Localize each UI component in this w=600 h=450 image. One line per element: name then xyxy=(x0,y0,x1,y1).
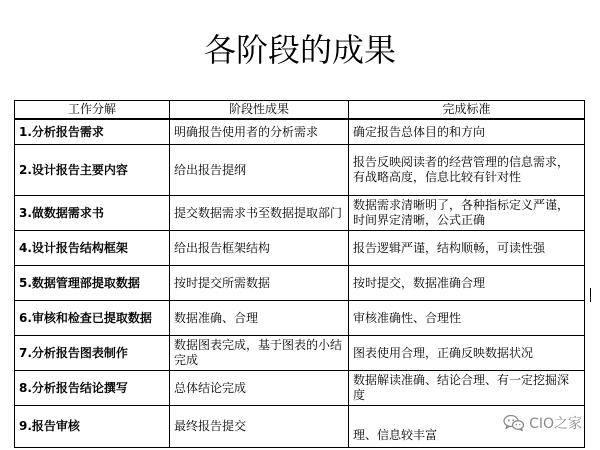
header-completion-standard: 完成标准 xyxy=(349,101,585,120)
stage-result-cell: 数据准确、合理 xyxy=(170,301,349,336)
results-table xyxy=(14,100,585,448)
task-cell: 1.分析报告需求 xyxy=(15,119,170,145)
task-cell: 3.做数据需求书 xyxy=(15,196,170,231)
table-row xyxy=(15,336,585,371)
task-cell: 7.分析报告图表制作 xyxy=(15,336,170,371)
table-row xyxy=(15,196,585,231)
task-cell: 6.审核和检查已提取数据 xyxy=(15,301,170,336)
task-cell: 9.报告审核 xyxy=(15,406,170,448)
stage-result-cell: 最终报告提交 xyxy=(170,406,349,448)
standard-cell: 报告逻辑严谨，结构顺畅，可读性强 xyxy=(349,231,585,266)
task-cell: 5.数据管理部提取数据 xyxy=(15,266,170,301)
header-task: 工作分解 xyxy=(15,101,170,120)
stage-result-cell: 数据图表完成，基于图表的小结完成 xyxy=(170,336,349,371)
scroll-marker xyxy=(590,288,591,302)
stage-result-cell: 给出报告框架结构 xyxy=(170,231,349,266)
task-cell: 8.分析报告结论撰写 xyxy=(15,371,170,406)
table-row xyxy=(15,371,585,406)
page-title: 各阶段的成果 xyxy=(203,31,396,69)
table-row xyxy=(15,231,585,266)
table-row xyxy=(15,266,585,301)
standard-cell: 图表使用合理，正确反映数据状况 xyxy=(349,336,585,371)
stage-result-cell: 明确报告使用者的分析需求 xyxy=(170,119,349,145)
stage-result-cell: 给出报告提纲 xyxy=(170,145,349,196)
standard-cell: 数据需求清晰明了，各种指标定义严谨，时间界定清晰，公式正确 xyxy=(349,196,585,231)
watermark xyxy=(503,413,582,433)
standard-cell: 报告反映阅读者的经营管理的信息需求，有战略高度，信息比较有针对性 xyxy=(349,145,585,196)
standard-cell: 审核准确性、合理性 xyxy=(349,301,585,336)
stage-result-cell: 按时提交所需数据 xyxy=(170,266,349,301)
watermark-text: CIO之家 xyxy=(529,416,582,432)
standard-cell: 确定报告总体目的和方向 xyxy=(349,119,585,145)
table-row xyxy=(15,301,585,336)
table-row xyxy=(15,145,585,196)
standard-cell: 按时提交，数据准确合理 xyxy=(349,266,585,301)
stage-result-cell: 总体结论完成 xyxy=(170,371,349,406)
header-stage-result: 阶段性成果 xyxy=(170,101,349,120)
task-cell: 2.设计报告主要内容 xyxy=(15,145,170,196)
table-row xyxy=(15,406,585,448)
table-row xyxy=(15,119,585,145)
standard-cell: 数据解读准确、结论合理、有一定挖掘深度 xyxy=(349,371,585,406)
standard-cell: 理、信息较丰富 xyxy=(349,406,585,448)
wechat-icon xyxy=(503,414,525,432)
task-cell: 4.设计报告结构框架 xyxy=(15,231,170,266)
table-header-row xyxy=(15,101,585,120)
stage-result-cell: 提交数据需求书至数据提取部门 xyxy=(170,196,349,231)
